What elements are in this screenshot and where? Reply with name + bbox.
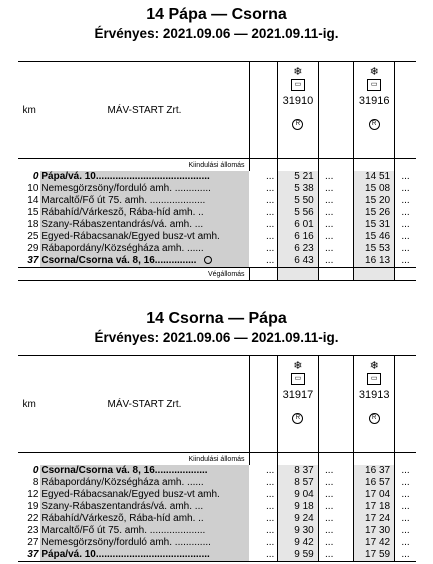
departure-time: 9 04: [278, 489, 319, 501]
empty-cell: [340, 525, 354, 537]
empty-cell: [249, 195, 263, 207]
km-value: 15: [27, 207, 39, 218]
km-value: 19: [27, 501, 39, 512]
no-service-dots: ...: [325, 537, 334, 548]
departure-time: 16 57: [354, 477, 395, 489]
empty-cell: [249, 171, 263, 183]
no-service-dots: ...: [325, 525, 334, 536]
empty-cell: [340, 207, 354, 219]
train-column-header: [278, 356, 319, 453]
km-value: 22: [27, 513, 39, 524]
no-service-dots: ...: [401, 207, 410, 218]
no-service-dots: ...: [401, 219, 410, 230]
km-value: 23: [27, 525, 39, 536]
timetable-rows-1: [18, 171, 416, 268]
station-name: Egyed-Rábacsanak/Egyed busz-vt amh.: [40, 489, 249, 501]
km-value: 14: [27, 195, 39, 206]
no-service-dots: ...: [401, 525, 410, 536]
departure-time: 14 51: [354, 171, 395, 183]
no-service-dots: ...: [266, 501, 275, 512]
departure-time: 15 26: [354, 207, 395, 219]
departure-time: 6 16: [278, 231, 319, 243]
timetable-papa-csorna: [18, 61, 416, 281]
station-name: Rábapordány/Községháza amh. ......: [40, 477, 249, 489]
departure-time: 9 42: [278, 537, 319, 549]
departure-time: 9 18: [278, 501, 319, 513]
departure-time: 17 18: [354, 501, 395, 513]
empty-cell: [340, 513, 354, 525]
no-service-dots: ...: [318, 549, 339, 562]
departure-time: 15 46: [354, 231, 395, 243]
timetable-row: [18, 465, 416, 477]
empty-cell: [249, 255, 263, 268]
empty-cell: [340, 171, 354, 183]
departure-time: 8 37: [278, 465, 319, 477]
departure-time: 16 13: [354, 255, 395, 268]
reservation-icon: R: [369, 413, 380, 424]
station-name: Pápa/vá. 10.........................................: [40, 171, 249, 183]
bus-icon: ▭: [291, 79, 305, 91]
empty-cell: [340, 465, 354, 477]
km-value: 29: [27, 243, 39, 254]
timetable-row: [18, 513, 416, 525]
empty-cell: [249, 513, 263, 525]
timetable-title: 14 Pápa — Csorna: [146, 6, 287, 23]
no-service-dots: ...: [325, 489, 334, 500]
km-value: 25: [27, 231, 39, 242]
station-name: Szany-Rábaszentandrás/vá. amh. ...: [40, 501, 249, 513]
no-service-dots: ...: [401, 477, 410, 488]
empty-cell: [249, 549, 263, 562]
departure-time: 9 59: [278, 549, 319, 562]
no-service-dots: ...: [325, 513, 334, 524]
start-station-label: Kiindulási állomás: [40, 159, 249, 172]
timetable-row: [18, 537, 416, 549]
no-service-dots: ...: [263, 549, 277, 562]
timetable-row: [18, 231, 416, 243]
bus-icon: ▭: [291, 373, 305, 385]
no-service-dots: ...: [266, 513, 275, 524]
departure-time: 9 30: [278, 525, 319, 537]
no-service-dots: ...: [325, 171, 334, 182]
timetable-row: [18, 183, 416, 195]
train-column-header: [278, 62, 319, 159]
empty-cell: [340, 501, 354, 513]
empty-cell: [340, 243, 354, 255]
timetable-row: [18, 195, 416, 207]
station-name: Csorna/Csorna vá. 8, 16...............: [40, 255, 249, 268]
km-value: 0: [32, 465, 39, 476]
bus-icon: ▭: [367, 79, 381, 91]
end-station-label: Végállomás: [40, 268, 249, 281]
no-service-dots: ...: [266, 243, 275, 254]
operator-name: MÁV-START Zrt.: [40, 62, 249, 159]
timetable-row: [18, 489, 416, 501]
empty-cell: [249, 537, 263, 549]
operator-name: MÁV-START Zrt.: [40, 356, 249, 453]
no-service-dots: ...: [401, 183, 410, 194]
empty-cell: [249, 501, 263, 513]
no-service-dots: ...: [266, 537, 275, 548]
empty-cell: [340, 231, 354, 243]
no-service-dots: ...: [318, 255, 339, 268]
no-service-dots: ...: [401, 231, 410, 242]
timetable-csorna-papa: [18, 355, 416, 562]
no-service-dots: ...: [325, 465, 334, 476]
no-service-dots: ...: [266, 183, 275, 194]
empty-cell: [340, 195, 354, 207]
empty-cell: [340, 549, 354, 562]
validity-subtitle: Érvényes: 2021.09.06 — 2021.09.11-ig.: [94, 330, 339, 345]
snowflake-icon: ❄: [293, 360, 303, 372]
station-name: Rábahíd/Várkeszõ, Rába-híd amh. ..: [40, 207, 249, 219]
no-service-dots: ...: [325, 231, 334, 242]
no-service-dots: ...: [401, 513, 410, 524]
station-name: Nemesgörzsöny/forduló amh. .............: [40, 183, 249, 195]
station-name: Egyed-Rábacsanak/Egyed busz-vt amh.: [40, 231, 249, 243]
empty-cell: [340, 489, 354, 501]
empty-cell: [249, 183, 263, 195]
train-number: 31916: [358, 95, 390, 107]
departure-time: 17 04: [354, 489, 395, 501]
departure-time: 9 24: [278, 513, 319, 525]
departure-time: 17 24: [354, 513, 395, 525]
no-service-dots: ...: [325, 183, 334, 194]
no-service-dots: ...: [325, 501, 334, 512]
timetable-title: 14 Csorna — Pápa: [146, 310, 287, 327]
no-service-dots: ...: [263, 255, 277, 268]
empty-cell: [249, 489, 263, 501]
no-service-dots: ...: [401, 489, 410, 500]
empty-cell: [249, 207, 263, 219]
empty-cell: [249, 243, 263, 255]
no-service-dots: ...: [325, 207, 334, 218]
train-number: 31913: [358, 389, 390, 401]
no-service-dots: ...: [401, 465, 410, 476]
station-name: Rábahíd/Várkeszõ, Rába-híd amh. ..: [40, 513, 249, 525]
no-service-dots: ...: [325, 195, 334, 206]
empty-cell: [340, 537, 354, 549]
departure-time: 17 59: [354, 549, 395, 562]
departure-time: 15 31: [354, 219, 395, 231]
timetable-row: [18, 255, 416, 268]
timetable-rows-2: [18, 465, 416, 562]
departure-time: 5 21: [278, 171, 319, 183]
station-name: Szany-Rábaszentandrás/vá. amh. ...: [40, 219, 249, 231]
terminus-circle-icon: [204, 256, 212, 264]
departure-time: 5 56: [278, 207, 319, 219]
km-header: km: [18, 356, 40, 453]
timetable-row: [18, 477, 416, 489]
empty-cell: [249, 219, 263, 231]
empty-cell: [340, 477, 354, 489]
start-station-label: Kiindulási állomás: [40, 453, 249, 466]
empty-cell: [249, 477, 263, 489]
departure-time: 17 30: [354, 525, 395, 537]
empty-cell: [340, 183, 354, 195]
station-name: Nemesgörzsöny/forduló amh. .............: [40, 537, 249, 549]
empty-cell: [249, 525, 263, 537]
departure-time: 8 57: [278, 477, 319, 489]
timetable-row: [18, 219, 416, 231]
no-service-dots: ...: [401, 501, 410, 512]
snowflake-icon: ❄: [293, 66, 303, 78]
no-service-dots: ...: [266, 207, 275, 218]
no-service-dots: ...: [266, 477, 275, 488]
km-value: 12: [27, 489, 39, 500]
timetable-row: [18, 171, 416, 183]
km-header: km: [18, 62, 40, 159]
station-name: Marcaltő/Fő út 75. amh. ....................: [40, 525, 249, 537]
departure-time: 6 01: [278, 219, 319, 231]
no-service-dots: ...: [266, 489, 275, 500]
train-column-header: [354, 62, 395, 159]
no-service-dots: ...: [395, 255, 416, 268]
departure-time: 15 08: [354, 183, 395, 195]
timetable-row: [18, 549, 416, 562]
no-service-dots: ...: [401, 243, 410, 254]
station-name: Marcaltő/Fő út 75. amh. ....................: [40, 195, 249, 207]
departure-time: 15 20: [354, 195, 395, 207]
reservation-icon: R: [292, 119, 303, 130]
station-name: Rábapordány/Községháza amh. ......: [40, 243, 249, 255]
train-number: 31917: [282, 389, 314, 401]
departure-time: 5 38: [278, 183, 319, 195]
no-service-dots: ...: [401, 171, 410, 182]
snowflake-icon: ❄: [369, 66, 379, 78]
no-service-dots: ...: [266, 231, 275, 242]
reservation-icon: R: [369, 119, 380, 130]
timetable-row: [18, 207, 416, 219]
no-service-dots: ...: [325, 477, 334, 488]
timetable-row: [18, 501, 416, 513]
departure-time: 6 43: [278, 255, 319, 268]
no-service-dots: ...: [266, 525, 275, 536]
empty-cell: [340, 255, 354, 268]
km-value: 10: [27, 183, 39, 194]
validity-subtitle: Érvényes: 2021.09.06 — 2021.09.11-ig.: [94, 26, 339, 41]
no-service-dots: ...: [395, 549, 416, 562]
train-number: 31910: [282, 95, 314, 107]
station-name: Csorna/Csorna vá. 8, 16...................: [40, 465, 249, 477]
no-service-dots: ...: [401, 537, 410, 548]
timetable-row: [18, 243, 416, 255]
snowflake-icon: ❄: [369, 360, 379, 372]
no-service-dots: ...: [401, 195, 410, 206]
km-value: 37: [18, 549, 40, 562]
train-column-header: [354, 356, 395, 453]
no-service-dots: ...: [325, 243, 334, 254]
departure-time: 15 53: [354, 243, 395, 255]
departure-time: 17 42: [354, 537, 395, 549]
km-value: 8: [32, 477, 39, 488]
no-service-dots: ...: [266, 219, 275, 230]
km-value: 37: [18, 255, 40, 268]
empty-cell: [249, 231, 263, 243]
no-service-dots: ...: [266, 195, 275, 206]
departure-time: 16 37: [354, 465, 395, 477]
timetable-row: [18, 525, 416, 537]
km-value: 0: [32, 171, 39, 182]
station-name: Pápa/vá. 10.........................................: [40, 549, 249, 562]
departure-time: 6 23: [278, 243, 319, 255]
no-service-dots: ...: [266, 171, 275, 182]
departure-time: 5 50: [278, 195, 319, 207]
no-service-dots: ...: [325, 219, 334, 230]
bus-icon: ▭: [367, 373, 381, 385]
km-value: 18: [27, 219, 39, 230]
reservation-icon: R: [292, 413, 303, 424]
empty-cell: [340, 219, 354, 231]
empty-cell: [249, 465, 263, 477]
km-value: 27: [27, 537, 39, 548]
no-service-dots: ...: [266, 465, 275, 476]
